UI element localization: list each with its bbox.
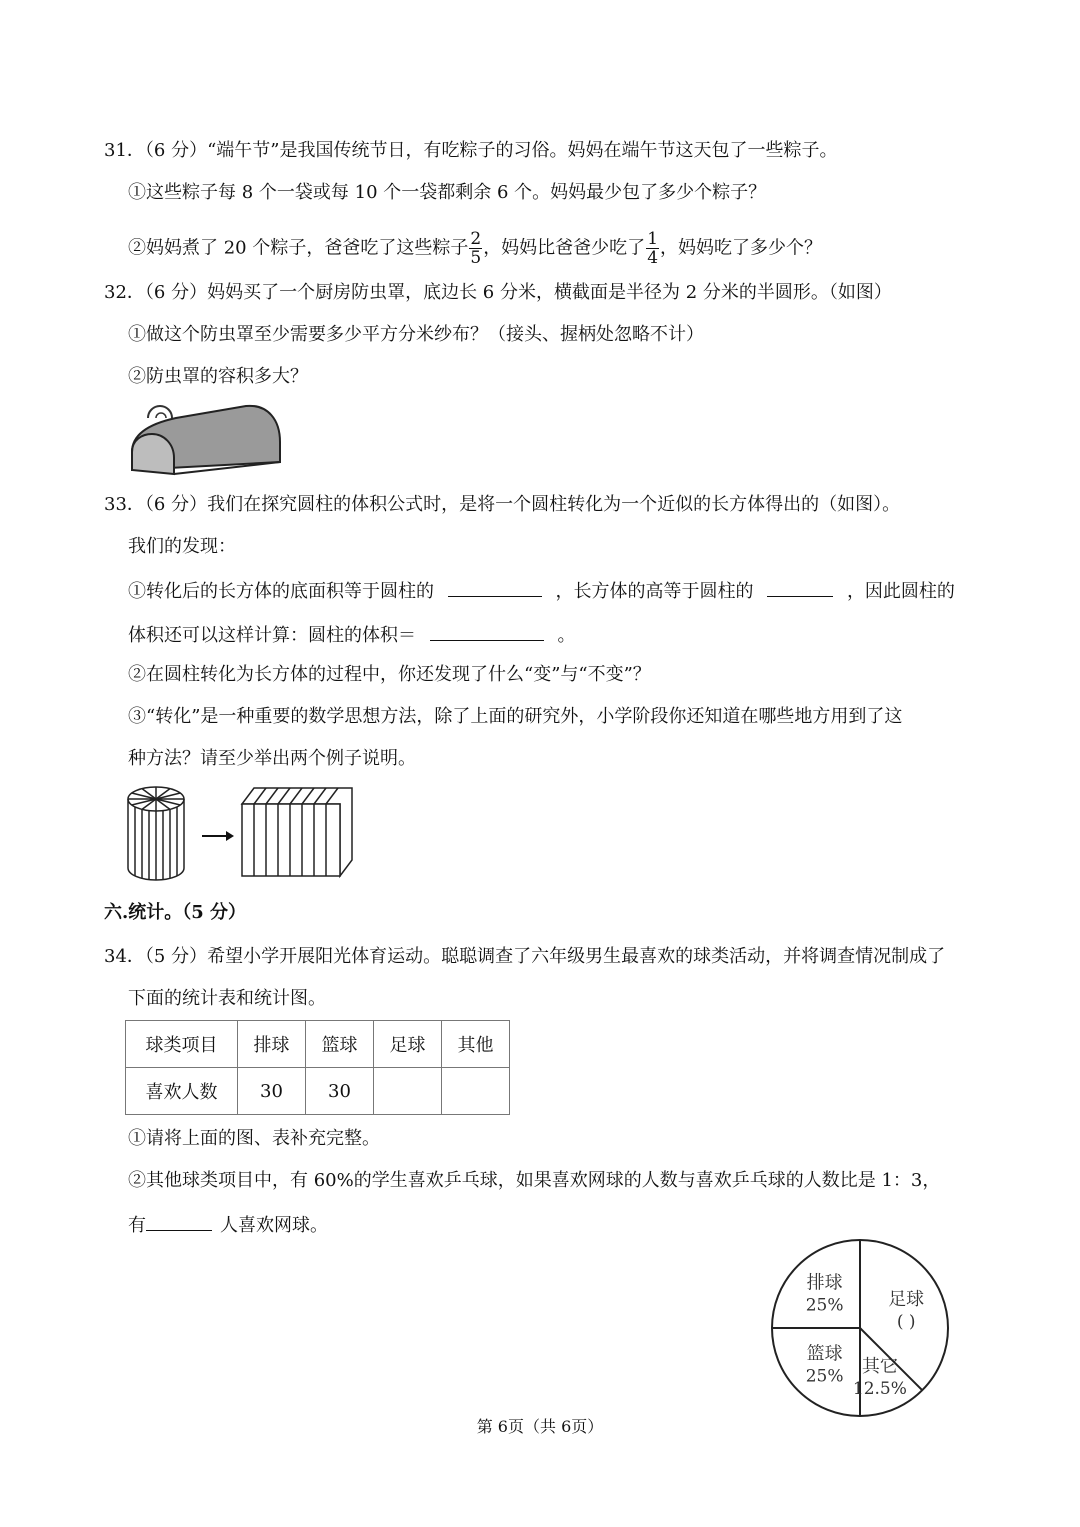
table-cell: 30 bbox=[306, 1068, 374, 1115]
q33-part2: ②在圆柱转化为长方体的过程中，你还发现了什么“变”与“不变”？ bbox=[128, 664, 651, 685]
pie-slice-name: 排球 bbox=[806, 1272, 843, 1294]
q34-part1: ①请将上面的图、表补充完整。 bbox=[128, 1128, 380, 1149]
table-header-cell: 球类项目 bbox=[126, 1021, 238, 1068]
q31-stem: 31．（6 分）“端午节”是我国传统节日，有吃粽子的习俗。妈妈在端午节这天包了一些粽子。 bbox=[104, 140, 838, 161]
answer-blank-volume-formula[interactable] bbox=[430, 620, 544, 641]
q31-part2-text-b: ，妈妈比爸爸少吃了 bbox=[483, 237, 646, 259]
fraction-1-4: $\frac{1}{4}$ bbox=[647, 229, 659, 268]
table-cell: 喜欢人数 bbox=[126, 1068, 238, 1115]
q33-part3-line1: ③“转化”是一种重要的数学思想方法，除了上面的研究外，小学阶段你还知道在哪些地方用到了这 bbox=[128, 706, 903, 727]
table-header-cell: 排球 bbox=[238, 1021, 306, 1068]
pie-chart bbox=[760, 1228, 960, 1428]
arrow-icon bbox=[202, 831, 234, 841]
q34-part2-line2: 有 人喜欢网球。 bbox=[128, 1210, 328, 1239]
table-cell-football-blank[interactable] bbox=[374, 1068, 442, 1115]
q34-stem-line1: 34．（5 分）希望小学开展阳光体育运动。聪聪调查了六年级男生最喜欢的球类活动，并将调查情况制成了 bbox=[104, 946, 946, 967]
answer-blank-tennis[interactable] bbox=[146, 1210, 212, 1231]
q32-part2: ②防虫罩的容积多大？ bbox=[128, 366, 308, 387]
table-header-cell: 足球 bbox=[374, 1021, 442, 1068]
statistics-table bbox=[125, 1020, 510, 1115]
q33-part1-line1: ①转化后的长方体的底面积等于圆柱的 ，长方体的高等于圆柱的 ，因此圆柱的 bbox=[128, 576, 955, 605]
fraction-2-5: $\frac{2}{5}$ bbox=[470, 229, 482, 268]
pie-slice-name: 其它 bbox=[861, 1356, 898, 1378]
q31-part2 bbox=[128, 230, 822, 267]
table-header-cell: 其他 bbox=[442, 1021, 510, 1068]
q33-intro: 我们的发现： bbox=[128, 536, 236, 557]
q32-stem: 32．（6 分）妈妈买了一个厨房防虫罩，底边长 6 分米，横截面是半径为 2 分米的半圆形。（如图） bbox=[104, 282, 892, 303]
section-6-heading: 六.统计。（5 分） bbox=[104, 902, 247, 923]
cuboid-figure bbox=[242, 788, 352, 876]
q31-part2-text-a: ②妈妈煮了 20 个粽子，爸爸吃了这些粽子 bbox=[128, 237, 469, 259]
pie-slice-value: 12.5% bbox=[852, 1379, 907, 1400]
q31-part2-text-c: ，妈妈吃了多少个？ bbox=[660, 237, 823, 259]
pie-slice-name: 足球 bbox=[888, 1288, 925, 1310]
table-header-cell: 篮球 bbox=[306, 1021, 374, 1068]
table-row bbox=[126, 1068, 510, 1115]
q34-stem-line2: 下面的统计表和统计图。 bbox=[128, 988, 326, 1009]
cylinder-to-cuboid-figure bbox=[126, 784, 356, 884]
pie-slice-value: 25% bbox=[805, 1366, 844, 1387]
page-footer: 第 6页（共 6页） bbox=[476, 1417, 604, 1436]
q33-part3-line2: 种方法？请至少举出两个例子说明。 bbox=[128, 748, 416, 769]
table-cell-other-blank[interactable] bbox=[442, 1068, 510, 1115]
q33-part1-line2: 体积还可以这样计算：圆柱的体积＝ 。 bbox=[128, 620, 575, 649]
q32-part1: ①做这个防虫罩至少需要多少平方分米纱布？（接头、握柄处忽略不计） bbox=[128, 324, 704, 345]
pie-slice-value: ( ) bbox=[896, 1311, 916, 1332]
insect-cover-figure bbox=[128, 400, 288, 480]
table-row bbox=[126, 1021, 510, 1068]
table-cell: 30 bbox=[238, 1068, 306, 1115]
q33-stem: 33．（6 分）我们在探究圆柱的体积公式时，是将一个圆柱转化为一个近似的长方体得出的（如图）。 bbox=[104, 494, 901, 515]
q31-part1: ①这些粽子每 8 个一袋或每 10 个一袋都剩余 6 个。妈妈最少包了多少个粽子？ bbox=[128, 182, 767, 203]
cylinder-figure bbox=[128, 787, 184, 880]
pie-slice-value: 25% bbox=[805, 1295, 844, 1316]
q34-part2-line1: ②其他球类项目中，有 60%的学生喜欢乒乓球，如果喜欢网球的人数与喜欢乒乓球的人数比是 1：3， bbox=[128, 1170, 941, 1191]
pie-slice-name: 篮球 bbox=[806, 1343, 843, 1365]
answer-blank-height[interactable] bbox=[767, 576, 833, 597]
answer-blank-base-area[interactable] bbox=[448, 576, 542, 597]
